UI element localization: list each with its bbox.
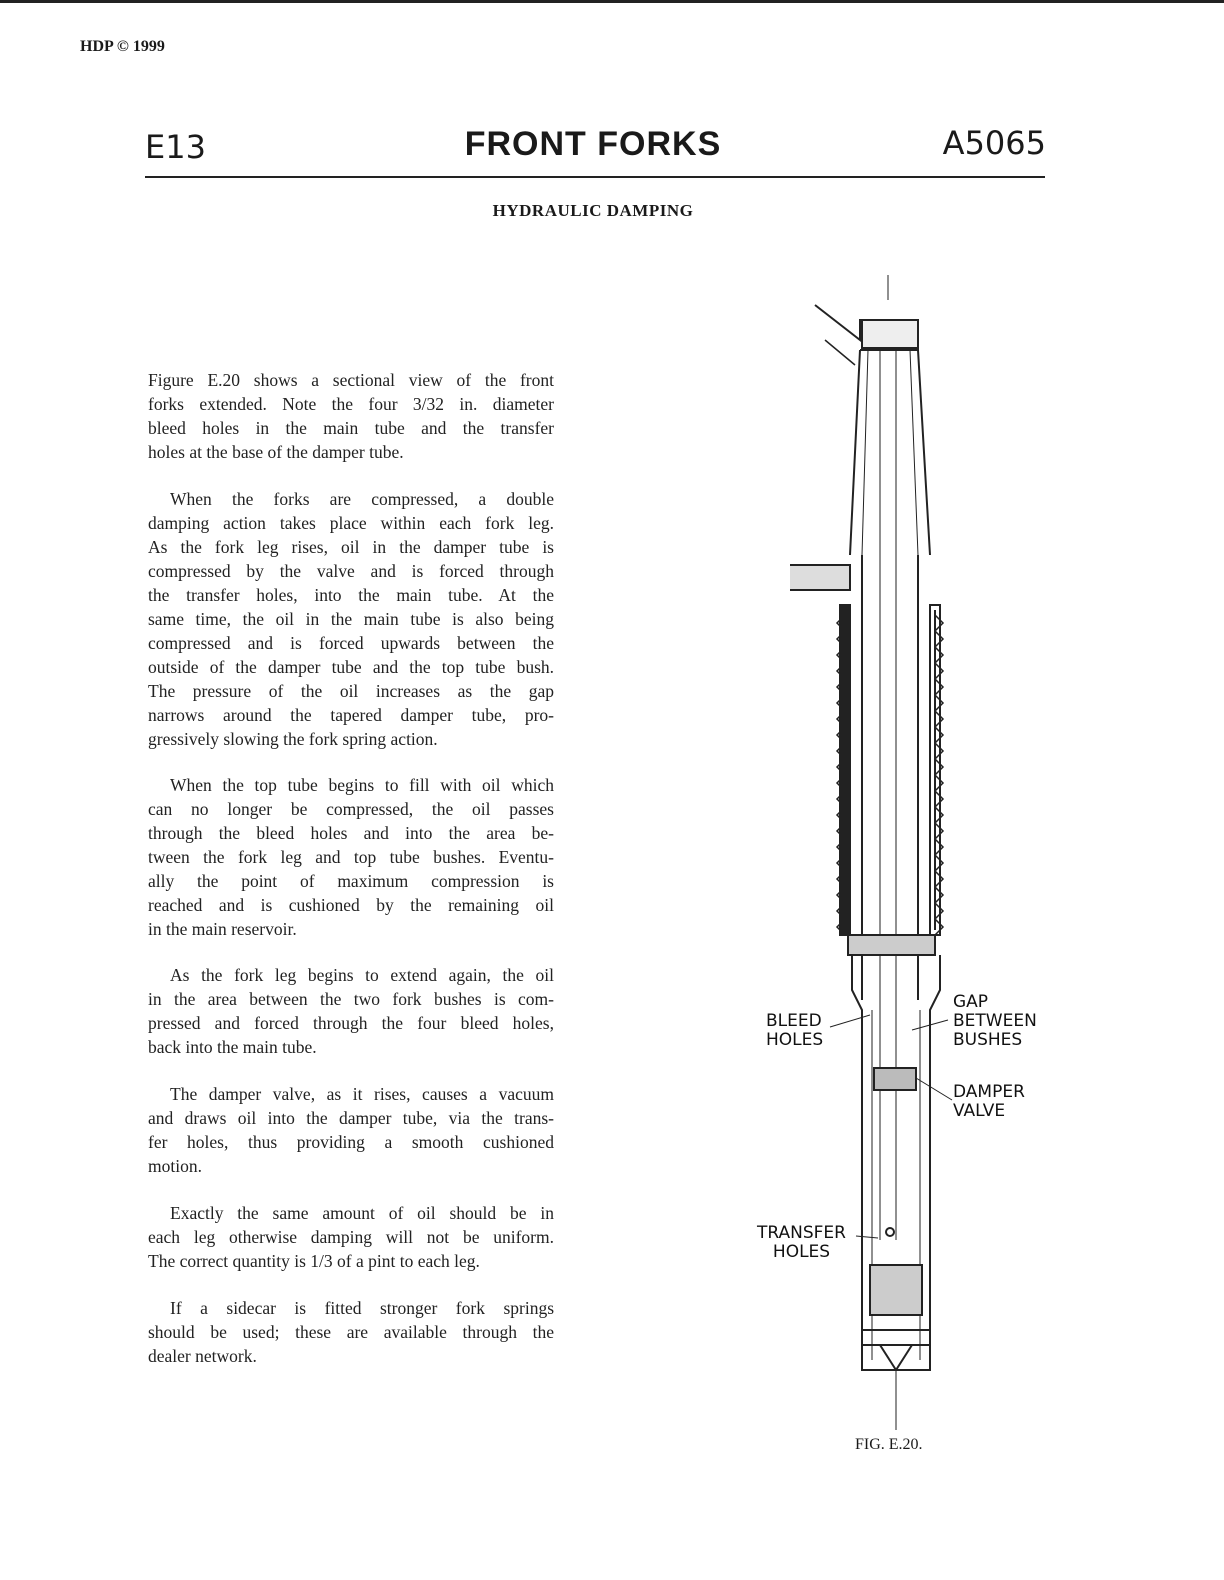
label-line: BUSHES	[953, 1030, 1023, 1050]
text-line: motion.	[148, 1156, 202, 1176]
text-line: fer holes, thus providing a smooth cushioned	[148, 1132, 554, 1152]
text-line: in the area between the two fork bushes is com-	[148, 989, 554, 1009]
text-line: gressively slowing the fork spring action.	[148, 729, 438, 749]
text-line: When the forks are compressed, a double	[170, 489, 554, 509]
text-line: Exactly the same amount of oil should be in	[170, 1203, 554, 1223]
text-line: dealer network.	[148, 1346, 257, 1366]
text-line: The pressure of the oil increases as the gap	[148, 681, 554, 701]
text-line: the transfer holes, into the main tube. At the	[148, 585, 554, 605]
text-line: tween the fork leg and top tube bushes. Eventu-	[148, 847, 554, 867]
text-line: As the fork leg rises, oil in the damper tube is	[148, 537, 554, 557]
text-line: pressed and forced through the four bleed holes,	[148, 1013, 554, 1033]
label-line: BETWEEN	[953, 1011, 1037, 1031]
label-bleed-holes	[766, 1012, 823, 1050]
text-line: outside of the damper tube and the top tube bush.	[148, 657, 554, 677]
text-line: can no longer be compressed, the oil passes	[148, 799, 554, 819]
text-line: If a sidecar is fitted stronger fork springs	[170, 1298, 554, 1318]
part-number: A5065	[942, 124, 1046, 162]
text-line: bleed holes in the main tube and the transfer	[148, 418, 554, 438]
text-line: ally the point of maximum compression is	[148, 871, 554, 891]
figure-caption: FIG. E.20.	[855, 1436, 923, 1453]
text-line: same time, the oil in the main tube is also being	[148, 609, 554, 629]
label-line: VALVE	[953, 1101, 1006, 1121]
text-line: The damper valve, as it rises, causes a vacuum	[170, 1084, 554, 1104]
text-line: forks extended. Note the four 3/32 in. diameter	[148, 394, 554, 414]
label-line: DAMPER	[953, 1082, 1025, 1102]
label-gap-between-bushes	[953, 993, 1037, 1050]
section-subtitle: HYDRAULIC DAMPING	[492, 201, 694, 220]
text-line: damping action takes place within each fork leg.	[148, 513, 554, 533]
page-title: FRONT FORKS	[464, 125, 722, 163]
text-line: through the bleed holes and into the area be-	[148, 823, 554, 843]
text-line: back into the main tube.	[148, 1037, 317, 1057]
text-line: The correct quantity is 1/3 of a pint to each leg.	[148, 1251, 480, 1271]
label-line: HOLES	[766, 1030, 824, 1050]
text-line: When the top tube begins to fill with oil which	[170, 775, 554, 795]
label-line: BLEED	[766, 1011, 822, 1031]
label-damper-valve	[953, 1083, 1025, 1121]
text-line: reached and is cushioned by the remaining oil	[148, 895, 554, 915]
text-line: each leg otherwise damping will not be uniform.	[148, 1227, 554, 1247]
label-transfer-holes	[757, 1224, 846, 1262]
text-line: holes at the base of the damper tube.	[148, 442, 404, 462]
label-line: HOLES	[772, 1242, 831, 1262]
copyright-notice: HDP © 1999	[80, 38, 165, 55]
text-line: should be used; these are available through the	[148, 1322, 554, 1342]
label-line: GAP	[953, 992, 989, 1012]
text-line: As the fork leg begins to extend again, the oil	[170, 965, 554, 985]
text-line: compressed and is forced upwards between the	[148, 633, 554, 653]
label-line: TRANSFER	[757, 1223, 846, 1243]
text-line: Figure E.20 shows a sectional view of the front	[148, 370, 554, 390]
text-line: compressed by the valve and is forced through	[148, 561, 554, 581]
text-line: narrows around the tapered damper tube, pro-	[148, 705, 554, 725]
text-line: in the main reservoir.	[148, 919, 297, 939]
section-number: E13	[145, 128, 206, 166]
text-line: and draws oil into the damper tube, via the trans-	[148, 1108, 554, 1128]
